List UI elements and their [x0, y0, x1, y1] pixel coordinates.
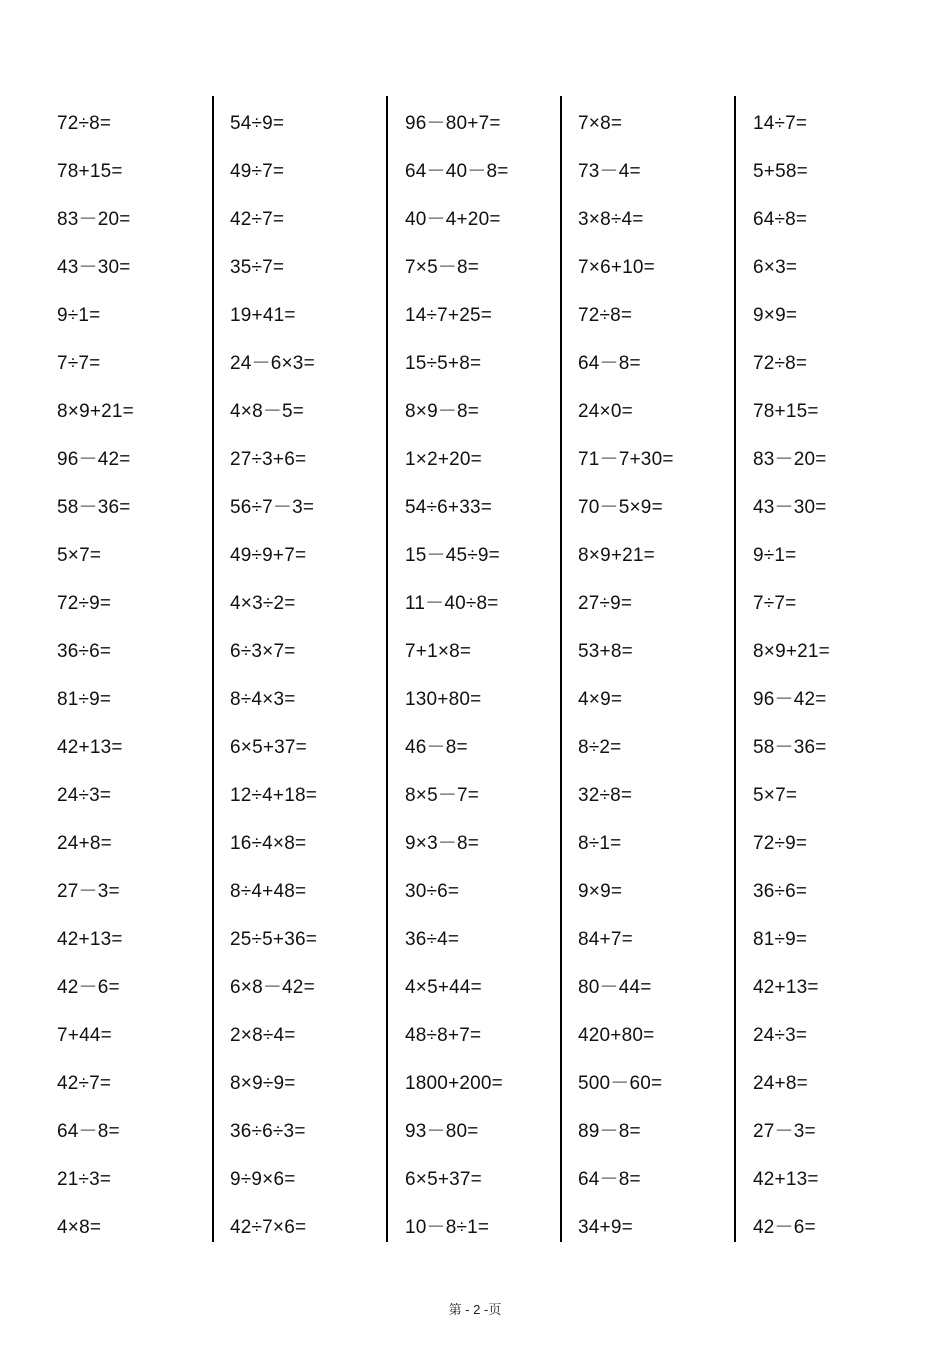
math-problem: 72÷9=	[57, 593, 112, 614]
column-divider	[212, 96, 214, 1242]
math-problem: 24－6×3=	[230, 353, 315, 374]
math-problem: 42÷7=	[230, 209, 285, 230]
math-problem: 9÷1=	[57, 305, 101, 326]
math-problem: 42+13=	[57, 929, 123, 950]
math-problem: 78+15=	[753, 401, 819, 422]
math-problem: 64÷8=	[753, 209, 808, 230]
math-problem: 84+7=	[578, 929, 633, 950]
math-problem: 7×8=	[578, 113, 623, 134]
math-problem: 27－3=	[57, 881, 120, 902]
math-problem: 9×3－8=	[405, 833, 480, 854]
math-problem: 420+80=	[578, 1025, 655, 1046]
problem-column-2	[230, 100, 400, 1252]
math-problem: 8×9+21=	[57, 401, 134, 422]
math-problem: 5×7=	[753, 785, 798, 806]
math-problem: 42－6=	[57, 977, 120, 998]
math-problem: 6×5+37=	[230, 737, 307, 758]
math-problem: 25÷5+36=	[230, 929, 318, 950]
math-problem: 4×5+44=	[405, 977, 482, 998]
math-problem: 35÷7=	[230, 257, 285, 278]
problem-column-5	[753, 100, 923, 1252]
math-problem: 19+41=	[230, 305, 296, 326]
math-problem: 93－80=	[405, 1121, 479, 1142]
math-problem: 6×3=	[753, 257, 798, 278]
math-problem: 2×8÷4=	[230, 1025, 296, 1046]
math-problem: 8×9+21=	[753, 641, 830, 662]
column-divider	[386, 96, 388, 1242]
math-problem: 49÷9+7=	[230, 545, 307, 566]
math-problem: 40－4+20=	[405, 209, 501, 230]
math-problem: 72÷9=	[753, 833, 808, 854]
math-problem: 8×9－8=	[405, 401, 480, 422]
math-problem: 14÷7+25=	[405, 305, 493, 326]
math-problem: 8×5－7=	[405, 785, 480, 806]
math-problem: 42+13=	[753, 1169, 819, 1190]
math-problem: 83－20=	[57, 209, 131, 230]
math-problem: 1800+200=	[405, 1073, 503, 1094]
math-problem: 49÷7=	[230, 161, 285, 182]
math-problem: 81÷9=	[57, 689, 112, 710]
math-problem: 72÷8=	[578, 305, 633, 326]
column-divider	[734, 96, 736, 1242]
math-problem: 7÷7=	[753, 593, 797, 614]
math-problem: 96－42=	[57, 449, 131, 470]
math-problem: 64－8=	[578, 353, 641, 374]
math-problem: 42÷7=	[57, 1073, 112, 1094]
math-problem: 7×6+10=	[578, 257, 655, 278]
math-problem: 4×9=	[578, 689, 623, 710]
math-problem: 36÷4=	[405, 929, 460, 950]
math-problem: 48÷8+7=	[405, 1025, 482, 1046]
math-problem: 96－42=	[753, 689, 827, 710]
math-problem: 30÷6=	[405, 881, 460, 902]
math-problem: 43－30=	[753, 497, 827, 518]
math-problem: 9×9=	[578, 881, 623, 902]
math-problem: 32÷8=	[578, 785, 633, 806]
math-problem: 8÷1=	[578, 833, 622, 854]
math-problem: 11－40÷8=	[405, 593, 499, 614]
math-problem: 8÷2=	[578, 737, 622, 758]
math-problem: 64－8=	[578, 1169, 641, 1190]
math-problem: 42+13=	[753, 977, 819, 998]
math-problem: 42－6=	[753, 1217, 816, 1238]
math-problem: 10－8÷1=	[405, 1217, 490, 1238]
math-problem: 42÷7×6=	[230, 1217, 307, 1238]
math-problem: 36÷6÷3=	[230, 1121, 306, 1142]
math-problem: 64－40－8=	[405, 161, 509, 182]
math-problem: 24+8=	[753, 1073, 808, 1094]
math-problem: 9÷1=	[753, 545, 797, 566]
math-problem: 15－45÷9=	[405, 545, 500, 566]
math-problem: 7+44=	[57, 1025, 112, 1046]
math-problem: 24×0=	[578, 401, 633, 422]
math-problem: 6×5+37=	[405, 1169, 482, 1190]
math-problem: 4×8－5=	[230, 401, 305, 422]
math-problem: 36÷6=	[57, 641, 112, 662]
math-problem: 96－80+7=	[405, 113, 501, 134]
math-problem: 34+9=	[578, 1217, 633, 1238]
math-problem: 80－44=	[578, 977, 652, 998]
math-problem: 53+8=	[578, 641, 633, 662]
math-problem: 8×9+21=	[578, 545, 655, 566]
math-problem: 27÷9=	[578, 593, 633, 614]
math-problem: 78+15=	[57, 161, 123, 182]
math-problem: 46－8=	[405, 737, 468, 758]
math-problem: 36÷6=	[753, 881, 808, 902]
math-problem: 6÷3×7=	[230, 641, 296, 662]
math-problem: 15÷5+8=	[405, 353, 482, 374]
math-problem: 89－8=	[578, 1121, 641, 1142]
page-number: 第 - 2 -页	[448, 1302, 502, 1317]
math-problem: 5+58=	[753, 161, 808, 182]
math-problem: 7÷7=	[57, 353, 101, 374]
math-problem: 4×8=	[57, 1217, 102, 1238]
math-problem: 24+8=	[57, 833, 112, 854]
math-problem: 58－36=	[753, 737, 827, 758]
math-problem: 12÷4+18=	[230, 785, 318, 806]
math-problem: 81÷9=	[753, 929, 808, 950]
math-problem: 72÷8=	[57, 113, 112, 134]
math-problem: 27－3=	[753, 1121, 816, 1142]
math-problem: 24÷3=	[57, 785, 112, 806]
problem-column-3	[405, 100, 575, 1252]
math-problem: 500－60=	[578, 1073, 663, 1094]
math-problem: 6×8－42=	[230, 977, 315, 998]
math-problem: 8×9÷9=	[230, 1073, 296, 1094]
math-problem: 73－4=	[578, 161, 641, 182]
math-problem: 8÷4+48=	[230, 881, 307, 902]
math-problem: 21÷3=	[57, 1169, 112, 1190]
math-problem: 71－7+30=	[578, 449, 674, 470]
math-problem: 4×3÷2=	[230, 593, 296, 614]
math-problem: 130+80=	[405, 689, 482, 710]
math-problem: 70－5×9=	[578, 497, 663, 518]
math-problem: 24÷3=	[753, 1025, 808, 1046]
math-problem: 56÷7－3=	[230, 497, 315, 518]
problem-column-1	[57, 100, 227, 1252]
math-problem: 1×2+20=	[405, 449, 482, 470]
math-problem: 43－30=	[57, 257, 131, 278]
math-problem: 9×9=	[753, 305, 798, 326]
math-problem: 64－8=	[57, 1121, 120, 1142]
math-problem: 3×8÷4=	[578, 209, 644, 230]
math-problem: 7×5－8=	[405, 257, 480, 278]
math-problem: 16÷4×8=	[230, 833, 307, 854]
math-problem: 42+13=	[57, 737, 123, 758]
math-problem: 14÷7=	[753, 113, 808, 134]
math-problem: 7+1×8=	[405, 641, 472, 662]
column-divider	[560, 96, 562, 1242]
math-problem: 9÷9×6=	[230, 1169, 296, 1190]
math-problem: 5×7=	[57, 545, 102, 566]
math-problem: 27÷3+6=	[230, 449, 307, 470]
math-problem: 72÷8=	[753, 353, 808, 374]
math-problem: 83－20=	[753, 449, 827, 470]
problem-column-4	[578, 100, 748, 1252]
math-problem: 54÷9=	[230, 113, 285, 134]
math-problem: 8÷4×3=	[230, 689, 296, 710]
math-problem: 54÷6+33=	[405, 497, 493, 518]
math-problem: 58－36=	[57, 497, 131, 518]
